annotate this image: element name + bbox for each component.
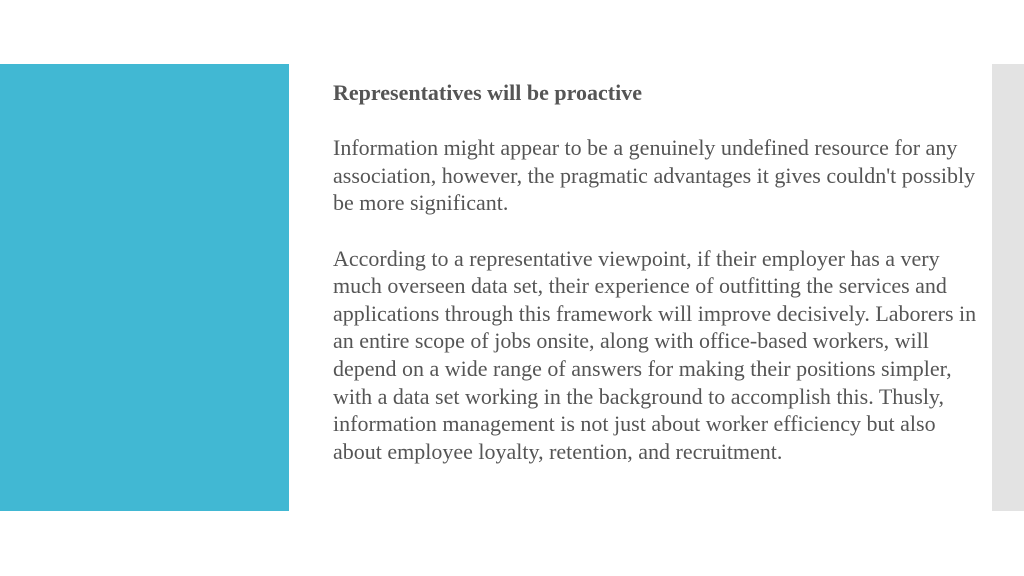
slide-heading: Representatives will be proactive bbox=[333, 80, 642, 105]
side-bar bbox=[992, 64, 1024, 511]
accent-block bbox=[0, 64, 289, 511]
paragraph-1: Information might appear to be a genuinely undefined resource for any association, however, the pragmatic advantages it gives couldn't possibly be more significant. bbox=[333, 135, 976, 216]
slide-content bbox=[333, 79, 988, 465]
paragraph-2: According to a representative viewpoint, if their employer has a very much overseen data set, their experience of outfitting the services and applications through this framework will improve decisively. Laborers in an entire scope of jobs onsite, along with office-based workers, will depend on a wide range of answers for making their positions simpler, with a data set working in the background to accomplish this. Thusly, information management is not just about worker efficiency but also about employee loyalty, retention, and recruitment. bbox=[333, 245, 977, 464]
